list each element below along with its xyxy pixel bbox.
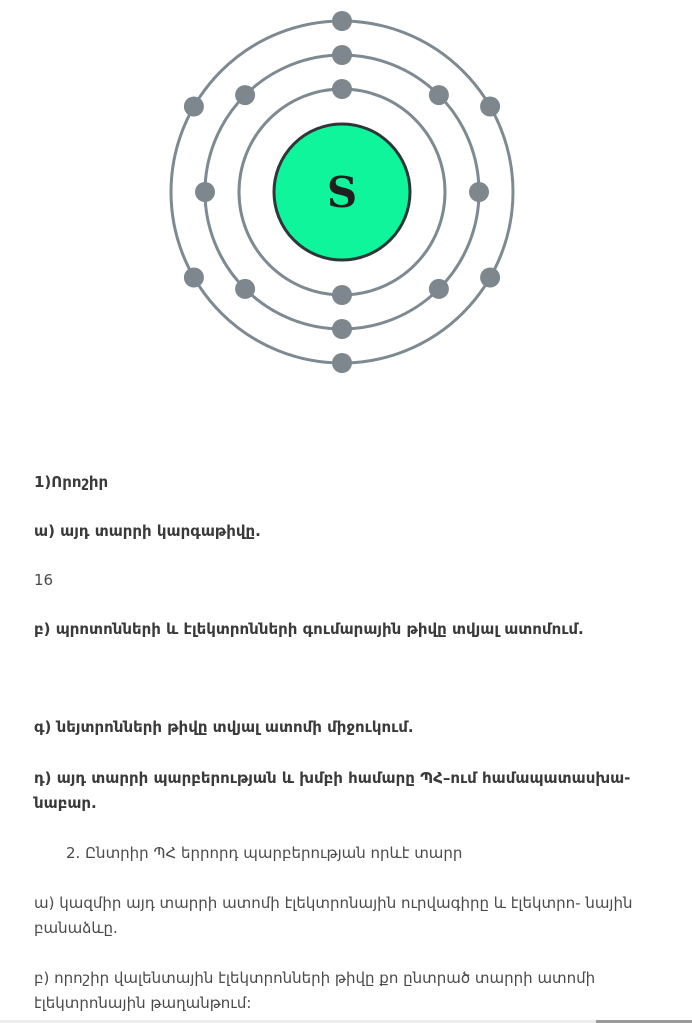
question-1d-line-2: նաբար.: [34, 794, 97, 812]
question-1a: ա) այդ տարրի կարգաթիվը.: [34, 522, 261, 540]
electron-shell-3-2: [332, 11, 352, 31]
electron-shell-3-1: [480, 97, 500, 117]
question-2-heading: 2. Ընտրիր ՊՀ երրորդ պարբերության որևէ տարր: [66, 844, 463, 862]
question-1a-answer: 16: [34, 571, 54, 589]
electron-shell-2-2: [429, 85, 449, 105]
question-1d-line-1: դ) այդ տարրի պարբերության և խմբի համարը ՊՀ–ում համապատասխա-: [34, 769, 631, 787]
electron-shell-3-3: [184, 97, 204, 117]
sulfur-atom-diagram: [0, 0, 692, 400]
question-2b-line-2: էլեկտրոնային թաղանթում:: [34, 994, 252, 1012]
electron-shell-2-4: [235, 85, 255, 105]
question-1b: բ) պրոտոնների և էլեկտրոնների գումարային թիվը տվյալ ատոմում.: [34, 620, 584, 638]
question-2a-line-1: ա) կազմիր այդ տարրի ատոմի էլեկտրոնային ուրվագիրը և էլեկտրո- նային: [34, 894, 633, 912]
electron-shell-3-4: [184, 268, 204, 288]
electron-shell-3-5: [332, 353, 352, 373]
electron-shell-2-1: [469, 182, 489, 202]
electron-shell-1-1: [332, 79, 352, 99]
electron-shell-2-8: [429, 279, 449, 299]
electron-shell-2-5: [195, 182, 215, 202]
electron-shell-2-6: [235, 279, 255, 299]
electron-shell-2-7: [332, 319, 352, 339]
element-symbol: S: [326, 168, 358, 217]
question-2a-line-2: բանաձևը.: [34, 919, 118, 937]
electron-shell-2-3: [332, 45, 352, 65]
electron-shell-3-6: [480, 268, 500, 288]
question-1-heading: 1)Որոշիր: [34, 473, 109, 491]
electron-shell-1-2: [332, 285, 352, 305]
question-2b-line-1: բ) որոշիր վալենտային էլեկտրոնների թիվը քո ընտրած տարրի ատոմի: [34, 969, 596, 987]
question-1g: գ) նեյտրոնների թիվը տվյալ ատոմի միջուկում.: [34, 718, 414, 736]
